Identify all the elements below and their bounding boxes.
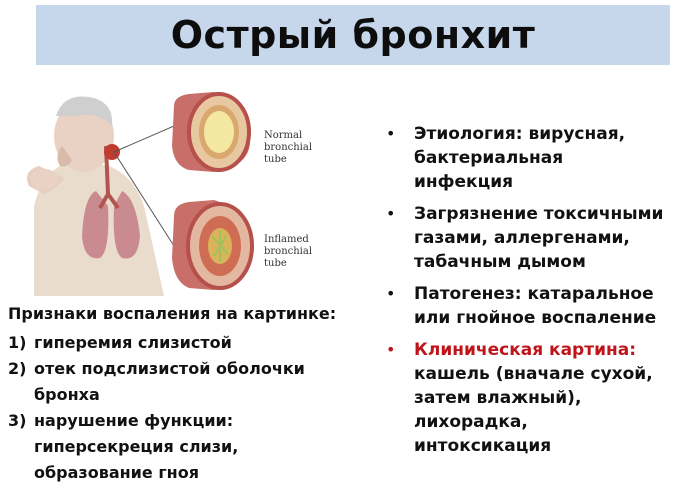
sign-item: [8, 408, 378, 486]
bullet-line: затем влажный),: [414, 388, 582, 408]
bullet-line: Загрязнение токсичными: [414, 204, 664, 224]
bullet-pollution: [386, 202, 698, 274]
bullet-line: бактериальная: [414, 148, 564, 168]
sign-text: нарушение функции:: [34, 411, 234, 430]
inflamed-tube-label-2: bronchial: [264, 246, 313, 257]
inflamed-tube-label-3: tube: [264, 258, 287, 269]
bullet-etiology: [386, 122, 698, 194]
bullet-dot-icon: •: [386, 284, 396, 303]
bullet-pathogenesis: [386, 282, 698, 330]
sign-item: [8, 330, 378, 356]
sign-text: бронха: [34, 385, 100, 404]
bullet-dot-icon: •: [386, 204, 396, 223]
bullet-line: инфекция: [414, 172, 514, 192]
sign-number: 2): [8, 359, 27, 378]
title-banner: [36, 5, 670, 65]
sign-text: гиперсекреция слизи,: [34, 437, 239, 456]
sign-number: 3): [8, 411, 27, 430]
sign-text: образование гноя: [34, 463, 199, 482]
inflammation-signs: [8, 302, 378, 486]
bullet-line: интоксикация: [414, 436, 552, 456]
inflamed-tube-label-1: Inflamed: [264, 234, 309, 245]
bullet-line: Патогенез: катаральное: [414, 284, 654, 304]
bullet-line: Этиология: вирусная,: [414, 124, 626, 144]
bullet-line: лихорадка,: [414, 412, 528, 432]
bullet-line: кашель (вначале сухой,: [414, 364, 653, 384]
bullet-clinical: [386, 338, 698, 458]
inflamed-bronchial-tube: [172, 200, 252, 290]
bullet-list: [386, 122, 698, 466]
bullet-line: газами, аллергенами,: [414, 228, 630, 248]
sign-item: [8, 356, 378, 408]
normal-tube-label-2: bronchial: [264, 142, 313, 153]
bullet-line: табачным дымом: [414, 252, 586, 272]
bullet-dot-icon: •: [386, 340, 396, 359]
slide-title: Острый бронхит: [170, 13, 536, 57]
bullet-line-red: Клиническая картина:: [414, 340, 636, 360]
normal-bronchial-tube: [172, 92, 250, 172]
bullet-dot-icon: •: [386, 124, 396, 143]
coughing-man-figure: [27, 96, 164, 296]
sign-text: гиперемия слизистой: [34, 333, 232, 352]
sign-number: 1): [8, 333, 27, 352]
bullet-line: или гнойное воспаление: [414, 308, 657, 328]
normal-tube-label-3: tube: [264, 154, 287, 165]
sign-text: отек подслизистой оболочки: [34, 359, 305, 378]
signs-heading: Признаки воспаления на картинке:: [8, 304, 337, 323]
bronchitis-illustration: [14, 86, 344, 296]
normal-tube-label-1: Normal: [264, 130, 303, 141]
